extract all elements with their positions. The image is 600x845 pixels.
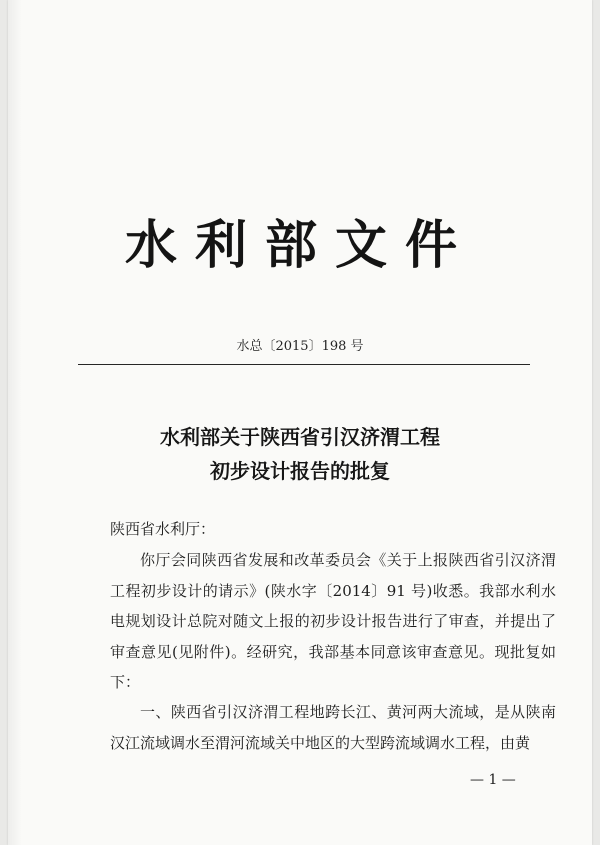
document-title xyxy=(8,420,592,488)
header-divider xyxy=(78,364,530,365)
document-page xyxy=(8,0,592,845)
body-paragraph-2: 一、陕西省引汉济渭工程地跨长江、黄河两大流域，是从陕南汉江流域调水至渭河流域关中地区的大型跨流域调水工程，由黄 xyxy=(110,703,556,752)
document-number: 水总〔2015〕198 号 xyxy=(236,339,364,354)
document-title-line-1: 水利部关于陕西省引汉济渭工程 xyxy=(160,425,440,449)
body-paragraph-1: 你厅会同陕西省发展和改革委员会《关于上报陕西省引汉济渭工程初步设计的请示》(陕水字〔2014〕91 号)收悉。我部水利水电规划设计总院对随文上报的初步设计报告进行了审查，并提出了审查意见(见附件)。经研究，我部基本同意该审查意见。现批复如下： xyxy=(110,551,556,691)
document-header-title: 水利部文件 xyxy=(124,215,475,276)
addressee: 陕西省水利厅： xyxy=(110,520,216,538)
document-title-line-2: 初步设计报告的批复 xyxy=(210,459,390,483)
page-number: — 1 — xyxy=(470,772,516,788)
